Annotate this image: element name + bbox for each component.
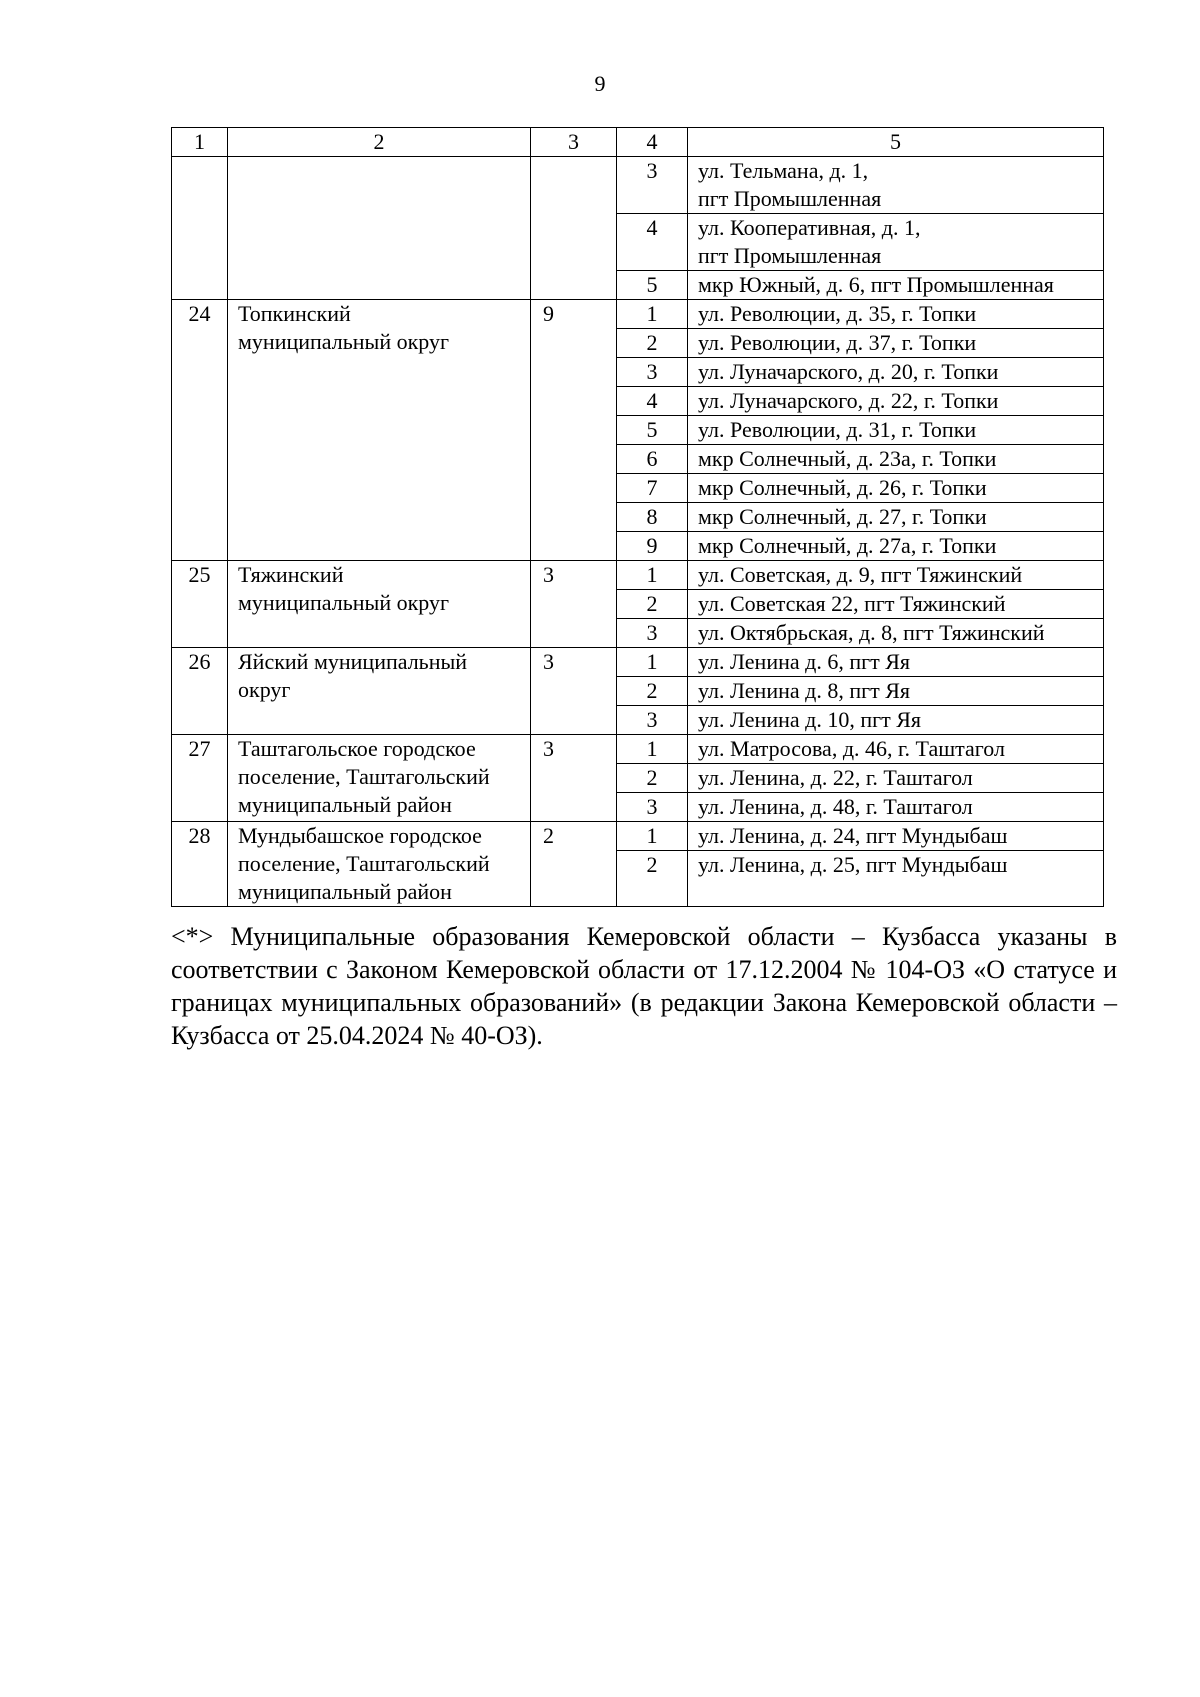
header-cell-3: 3 — [531, 128, 617, 157]
station-address: ул. Ленина д. 10, пгт Яя — [688, 706, 1104, 735]
district-name: Яйский муниципальный округ — [228, 648, 531, 735]
station-address: ул. Революции, д. 31, г. Топки — [688, 416, 1104, 445]
station-number: 3 — [617, 619, 688, 648]
station-number: 1 — [617, 561, 688, 590]
district-number: 24 — [172, 300, 228, 561]
header-cell-4: 4 — [617, 128, 688, 157]
station-number: 2 — [617, 851, 688, 907]
district-name: Таштагольское городское поселение, Таштагольский муниципальный район — [228, 735, 531, 822]
district-number: 27 — [172, 735, 228, 822]
district-number — [172, 157, 228, 300]
district-name — [228, 157, 531, 300]
station-count: 3 — [531, 648, 617, 735]
station-number: 3 — [617, 358, 688, 387]
polling-addresses-table — [171, 127, 1104, 907]
station-address: ул. Революции, д. 35, г. Топки — [688, 300, 1104, 329]
station-address: ул. Ленина д. 6, пгт Яя — [688, 648, 1104, 677]
station-count: 3 — [531, 735, 617, 822]
station-number: 5 — [617, 271, 688, 300]
station-address: мкр Солнечный, д. 23а, г. Топки — [688, 445, 1104, 474]
station-number: 2 — [617, 329, 688, 358]
table-row — [172, 822, 1104, 851]
station-number: 3 — [617, 793, 688, 822]
station-number: 9 — [617, 532, 688, 561]
footnote: <*> Муниципальные образования Кемеровской области – Кузбасса указаны в соответствии с Законом Кемеровской области от 17.12.2004 № 104-ОЗ «О статусе и границах муниципальных образований» (в редакции Закона Кемеровской области – Кузбасса от 25.04.2024 № 40-ОЗ). — [171, 922, 1117, 1050]
station-number: 6 — [617, 445, 688, 474]
station-address: ул. Луначарского, д. 20, г. Топки — [688, 358, 1104, 387]
station-address: ул. Советская, д. 9, пгт Тяжинский — [688, 561, 1104, 590]
station-number: 5 — [617, 416, 688, 445]
station-count: 2 — [531, 822, 617, 907]
station-address: ул. Кооперативная, д. 1, пгт Промышленная — [688, 214, 1104, 271]
header-cell-1: 1 — [172, 128, 228, 157]
district-number: 28 — [172, 822, 228, 907]
district-name: Топкинский муниципальный округ — [228, 300, 531, 561]
table-row — [172, 300, 1104, 329]
district-number: 26 — [172, 648, 228, 735]
table-row — [172, 735, 1104, 764]
station-count: 9 — [531, 300, 617, 561]
station-number: 2 — [617, 590, 688, 619]
district-number: 25 — [172, 561, 228, 648]
station-address: ул. Октябрьская, д. 8, пгт Тяжинский — [688, 619, 1104, 648]
station-address: ул. Революции, д. 37, г. Топки — [688, 329, 1104, 358]
station-address: ул. Луначарского, д. 22, г. Топки — [688, 387, 1104, 416]
station-count — [531, 157, 617, 300]
station-number: 4 — [617, 387, 688, 416]
header-cell-2: 2 — [228, 128, 531, 157]
station-number: 4 — [617, 214, 688, 271]
station-address: ул. Ленина, д. 25, пгт Мундыбаш — [688, 851, 1104, 907]
station-address: мкр Солнечный, д. 26, г. Топки — [688, 474, 1104, 503]
station-number: 3 — [617, 157, 688, 214]
station-address: мкр Солнечный, д. 27, г. Топки — [688, 503, 1104, 532]
station-count: 3 — [531, 561, 617, 648]
table-header-row — [172, 128, 1104, 157]
district-name: Тяжинский муниципальный округ — [228, 561, 531, 648]
station-address: ул. Тельмана, д. 1, пгт Промышленная — [688, 157, 1104, 214]
station-number: 1 — [617, 300, 688, 329]
station-address: мкр Южный, д. 6, пгт Промышленная — [688, 271, 1104, 300]
station-address: ул. Советская 22, пгт Тяжинский — [688, 590, 1104, 619]
table-body — [172, 128, 1104, 907]
page-number: 9 — [594, 71, 606, 96]
station-address: ул. Матросова, д. 46, г. Таштагол — [688, 735, 1104, 764]
header-cell-5: 5 — [688, 128, 1104, 157]
district-name: Мундыбашское городское поселение, Таштагольский муниципальный район — [228, 822, 531, 907]
table-row — [172, 561, 1104, 590]
station-address: ул. Ленина, д. 48, г. Таштагол — [688, 793, 1104, 822]
station-number: 1 — [617, 735, 688, 764]
station-number: 1 — [617, 648, 688, 677]
station-number: 7 — [617, 474, 688, 503]
table-row — [172, 648, 1104, 677]
station-address: мкр Солнечный, д. 27а, г. Топки — [688, 532, 1104, 561]
station-number: 2 — [617, 764, 688, 793]
station-address: ул. Ленина, д. 24, пгт Мундыбаш — [688, 822, 1104, 851]
table-row — [172, 157, 1104, 214]
station-address: ул. Ленина д. 8, пгт Яя — [688, 677, 1104, 706]
station-address: ул. Ленина, д. 22, г. Таштагол — [688, 764, 1104, 793]
station-number: 1 — [617, 822, 688, 851]
station-number: 8 — [617, 503, 688, 532]
station-number: 3 — [617, 706, 688, 735]
station-number: 2 — [617, 677, 688, 706]
